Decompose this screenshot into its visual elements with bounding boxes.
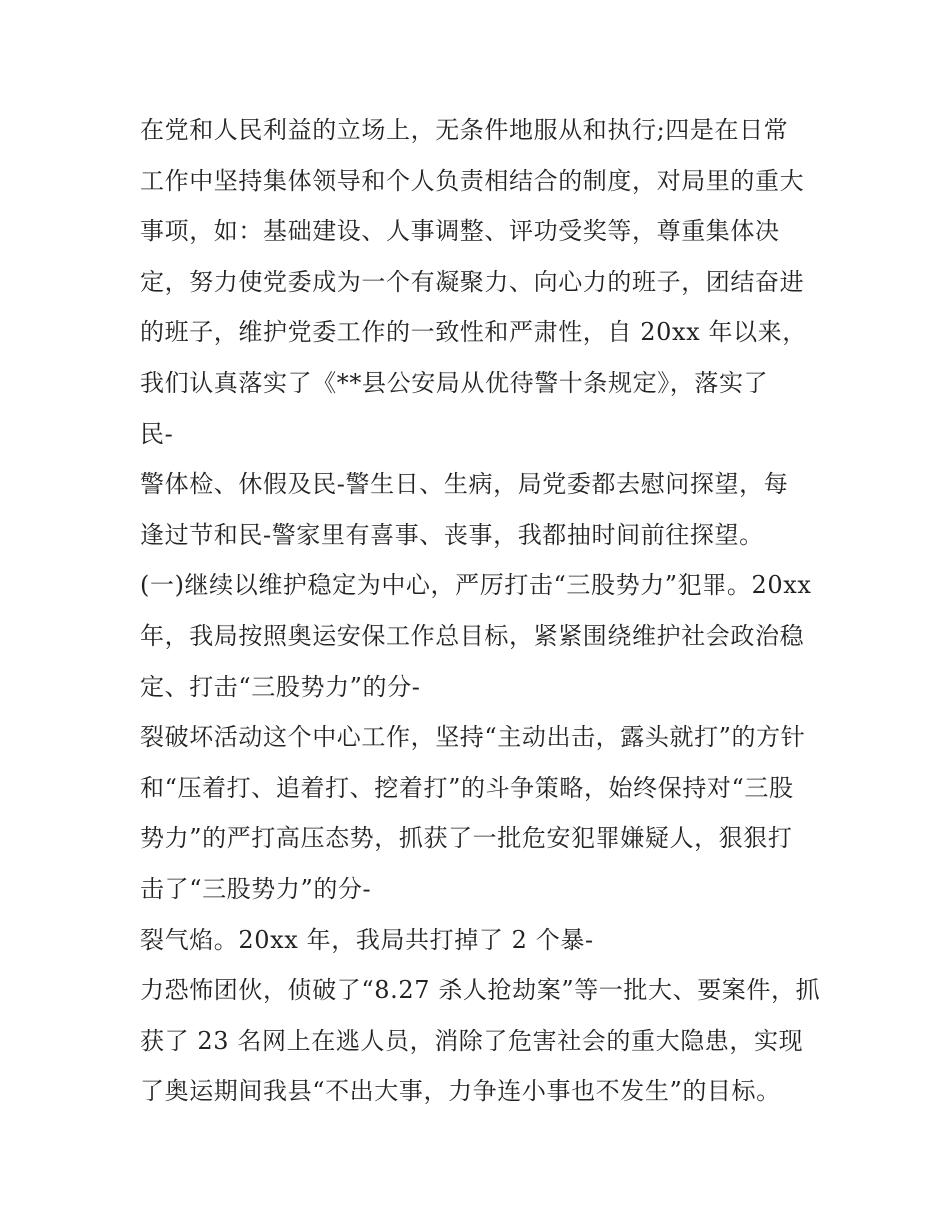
text-line: 在党和人民利益的立场上，无条件地服从和执行;四是在日常 — [140, 116, 789, 144]
text-line: 事项，如：基础建设、人事调整、评功受奖等，尊重集体决 — [140, 217, 780, 246]
text-line: 了奥运期间我县“不出大事，力争连小事也不发生”的目标。 — [140, 1077, 781, 1106]
body-text — [140, 105, 830, 1117]
text-line: 的班子，维护党委工作的一致性和严肃性，自 20xx 年以来， — [140, 318, 807, 347]
text-line: 和“压着打、追着打、挖着打”的斗争策略，始终保持对“三股 — [140, 773, 794, 802]
text-line: 工作中坚持集体领导和个人负责相结合的制度，对局里的重大 — [140, 166, 805, 195]
text-line: 势力”的严打高压态势，抓获了一批危安犯罪嫌疑人，狠狠打 — [140, 824, 793, 853]
text-line: 民- — [140, 419, 174, 448]
text-line: 逢过节和民-警家里有喜事、丧事，我都抽时间前往探望。 — [140, 520, 764, 549]
text-line: 我们认真落实了《**县公安局从优待警十条规定》，落实了 — [140, 368, 769, 397]
text-line: 定，努力使党委成为一个有凝聚力、向心力的班子，团结奋进 — [140, 267, 805, 296]
text-line: (一)继续以维护稳定为中心，严厉打击“三股势力”犯罪。20xx — [140, 571, 812, 600]
text-line: 定、打击“三股势力”的分- — [140, 672, 421, 701]
text-line: 裂气焰。20xx 年，我局共打掉了 2 个暴- — [140, 925, 594, 954]
text-line: 击了“三股势力”的分- — [140, 874, 372, 903]
text-line: 力恐怖团伙，侦破了“8.27 杀人抢劫案”等一批大、要案件，抓 — [140, 976, 821, 1005]
text-line: 裂破坏活动这个中心工作，坚持“主动出击，露头就打”的方针 — [140, 723, 806, 752]
text-line: 警体检、休假及民-警生日、生病，局党委都去慰问探望，每 — [140, 470, 789, 499]
text-line: 获了 23 名网上在逃人员，消除了危害社会的重大隐患，实现 — [140, 1026, 804, 1055]
text-line: 年，我局按照奥运安保工作总目标，紧紧围绕维护社会政治稳 — [140, 621, 805, 650]
